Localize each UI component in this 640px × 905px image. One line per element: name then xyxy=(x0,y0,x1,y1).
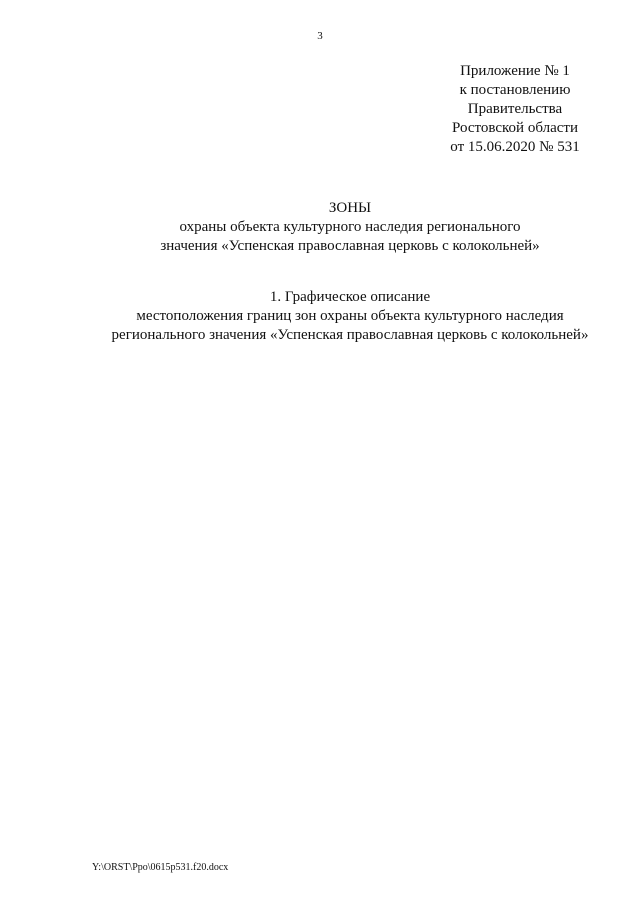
section-line: регионального значения «Успенская православная церковь с колокольней» xyxy=(111,327,589,343)
appendix-line: Правительства xyxy=(467,101,563,117)
title-line: значения «Успенская православная церковь с колокольней» xyxy=(160,238,540,254)
appendix-line: к постановлению xyxy=(459,82,571,98)
document-title xyxy=(0,199,640,256)
appendix-block xyxy=(440,62,590,157)
section-heading: 1. Графическое описание xyxy=(269,289,431,305)
appendix-line: от 15.06.2020 № 531 xyxy=(450,139,580,155)
section-heading-block xyxy=(0,288,640,345)
page-number: 3 xyxy=(317,30,323,42)
appendix-line: Ростовской области xyxy=(452,120,578,136)
footer-file-path: Y:\ORST\Ppo\0615p531.f20.docx xyxy=(92,862,229,873)
title-line: охраны объекта культурного наследия регионального xyxy=(179,219,521,235)
title-heading: ЗОНЫ xyxy=(328,200,372,216)
appendix-line: Приложение № 1 xyxy=(460,63,570,79)
section-line: местоположения границ зон охраны объекта культурного наследия xyxy=(136,308,564,324)
